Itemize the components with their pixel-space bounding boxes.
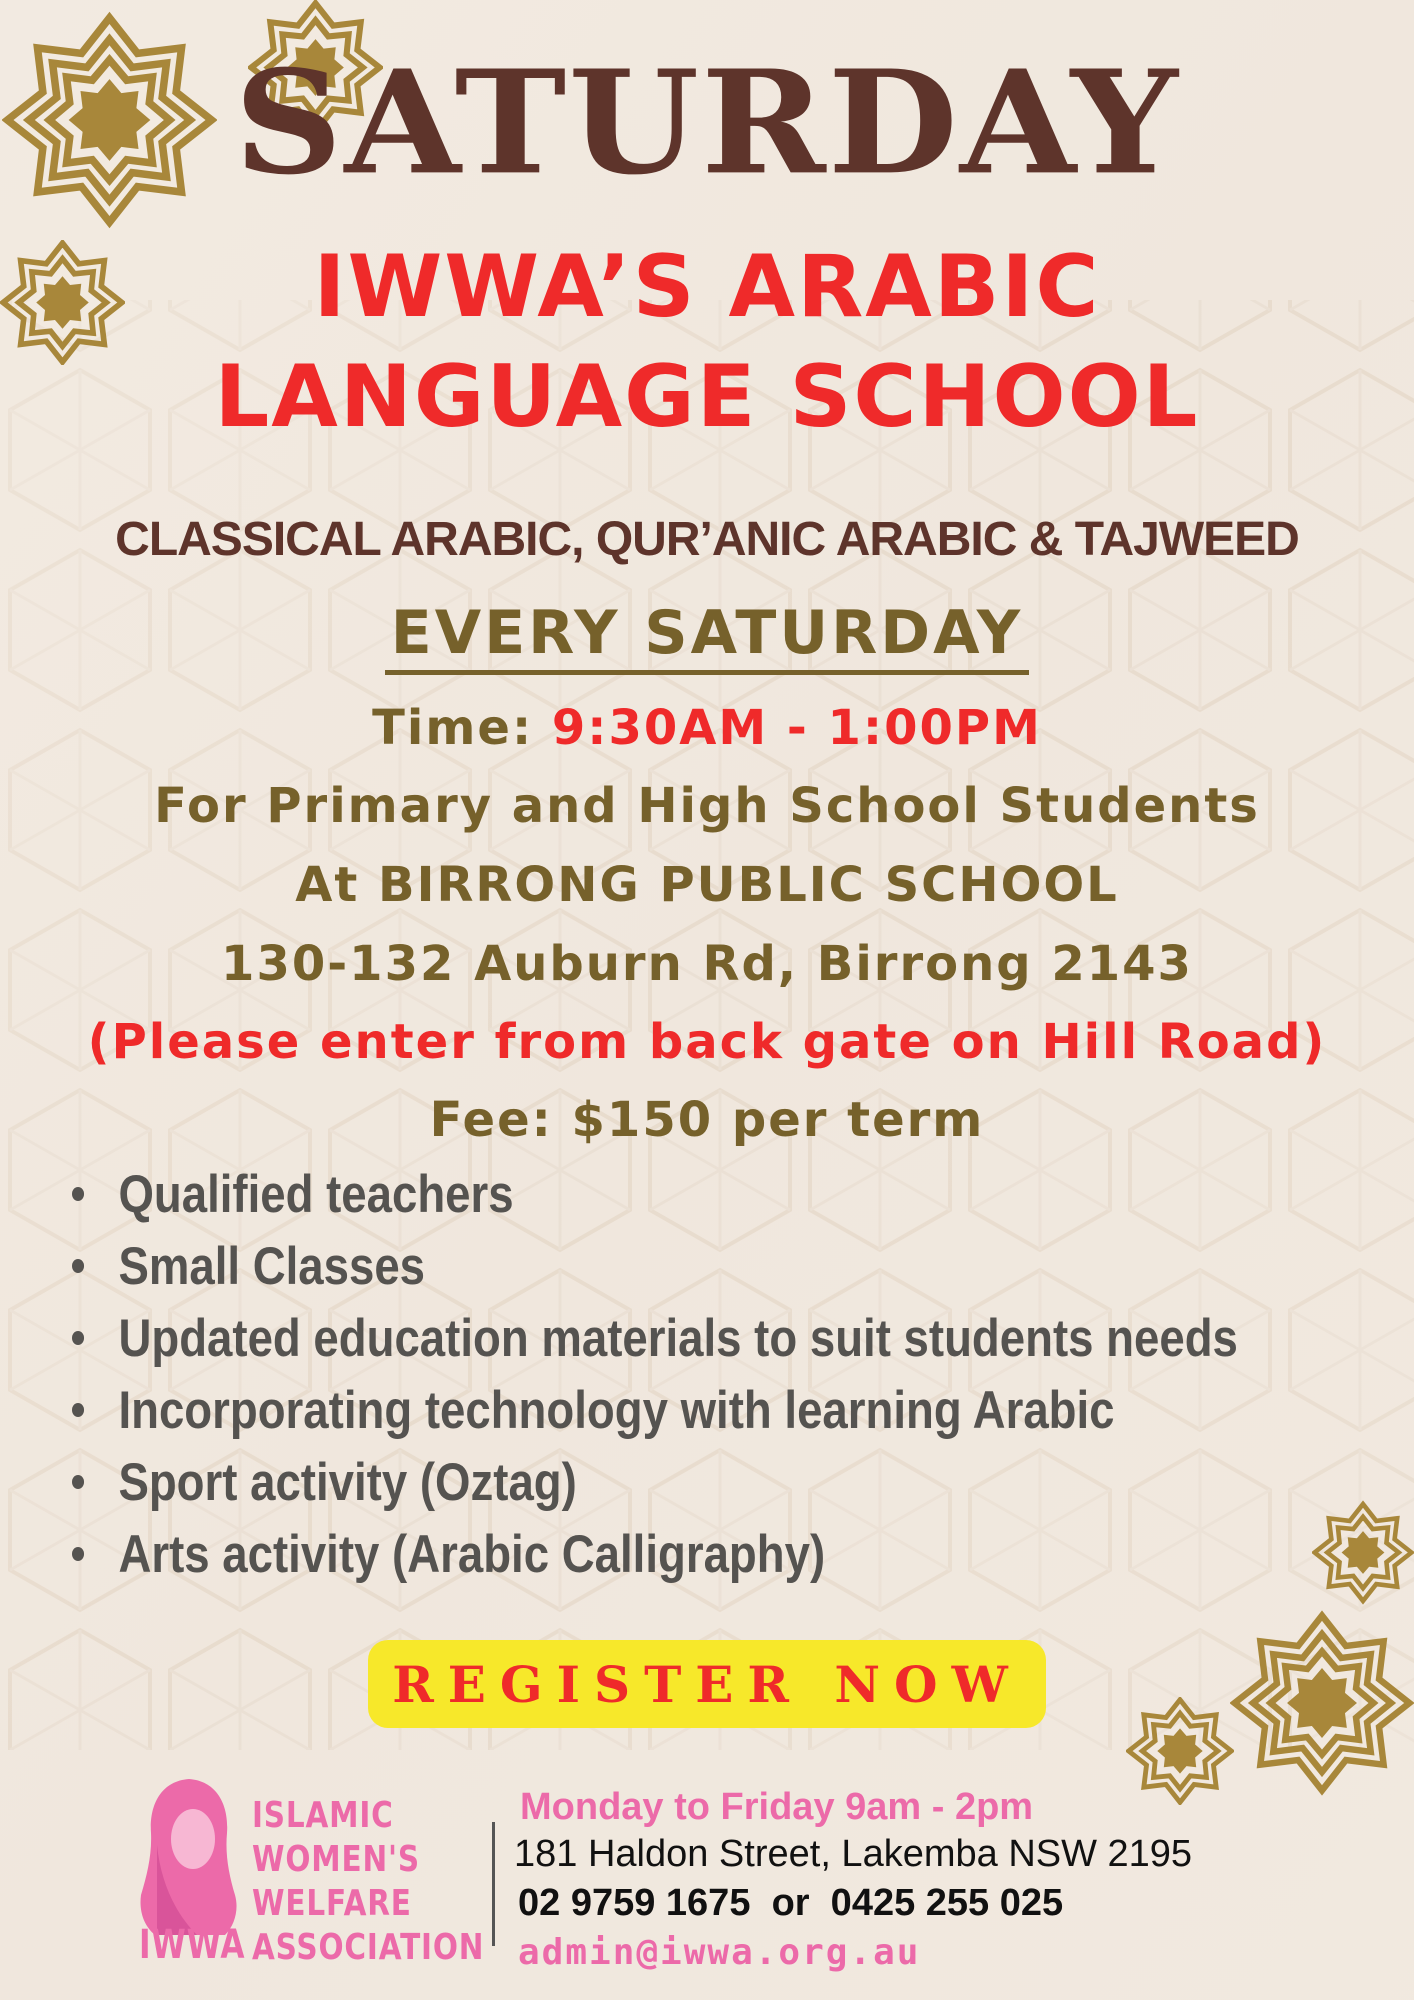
features-list bbox=[72, 1158, 1414, 1590]
subjects-subtitle: CLASSICAL ARABIC, QUR’ANIC ARABIC & TAJWEED bbox=[115, 513, 1299, 566]
office-hours: Monday to Friday 9am - 2pm bbox=[520, 1786, 1034, 1828]
list-item bbox=[72, 1302, 1238, 1374]
fee-line: Fee: $150 per term bbox=[429, 1092, 985, 1148]
organisation-name-line: ISLAMIC bbox=[252, 1795, 394, 1836]
feature-text: Qualified teachers bbox=[118, 1164, 514, 1224]
feature-text: Small Classes bbox=[118, 1236, 426, 1296]
bullet-icon bbox=[72, 1403, 84, 1417]
bullet-icon bbox=[72, 1547, 84, 1561]
feature-text: Arts activity (Arabic Calligraphy) bbox=[118, 1524, 826, 1584]
bullet-icon bbox=[72, 1259, 84, 1273]
phone-numbers[interactable]: 02 9759 1675 or 0425 255 025 bbox=[518, 1882, 1064, 1924]
footer-divider bbox=[492, 1822, 495, 1946]
time-line bbox=[0, 700, 1414, 756]
geometric-star-icon bbox=[1126, 1697, 1234, 1805]
list-item bbox=[72, 1518, 1238, 1590]
list-item bbox=[72, 1158, 1238, 1230]
schedule-heading bbox=[0, 598, 1414, 668]
school-name-line-1: IWWA’S ARABIC bbox=[313, 237, 1101, 337]
organisation-name-line: WELFARE bbox=[252, 1883, 412, 1924]
bullet-icon bbox=[72, 1331, 84, 1345]
geometric-star-icon bbox=[1230, 1608, 1414, 1798]
schedule-heading-text: EVERY SATURDAY bbox=[385, 598, 1029, 675]
page-title: SATURDAY bbox=[234, 39, 1180, 207]
feature-text: Updated education materials to suit students needs bbox=[118, 1308, 1238, 1368]
time-value: 9:30AM - 1:00PM bbox=[551, 700, 1042, 756]
entry-note: (Please enter from back gate on Hill Road) bbox=[87, 1014, 1327, 1070]
feature-text: Sport activity (Oztag) bbox=[118, 1452, 577, 1512]
school-name-line-2: LANGUAGE SCHOOL bbox=[214, 347, 1200, 447]
logo-abbreviation: IWWA bbox=[139, 1922, 246, 1968]
organisation-name-line: ASSOCIATION bbox=[252, 1927, 485, 1968]
bullet-icon bbox=[72, 1475, 84, 1489]
list-item bbox=[72, 1230, 1238, 1302]
venue-line: At BIRRONG PUBLIC SCHOOL bbox=[295, 857, 1119, 913]
register-now-button[interactable]: REGISTER NOW bbox=[368, 1640, 1046, 1728]
list-item bbox=[72, 1374, 1238, 1446]
organisation-name-line: WOMEN'S bbox=[252, 1839, 420, 1880]
address-line: 130-132 Auburn Rd, Birrong 2143 bbox=[221, 936, 1193, 992]
email-link[interactable]: admin@iwwa.org.au bbox=[518, 1932, 921, 1973]
feature-text: Incorporating technology with learning Arabic bbox=[118, 1380, 1115, 1440]
time-label: Time: bbox=[372, 700, 552, 756]
office-address: 181 Haldon Street, Lakemba NSW 2195 bbox=[514, 1833, 1193, 1875]
bullet-icon bbox=[72, 1187, 84, 1201]
audience-line: For Primary and High School Students bbox=[154, 778, 1260, 834]
list-item bbox=[72, 1446, 1238, 1518]
